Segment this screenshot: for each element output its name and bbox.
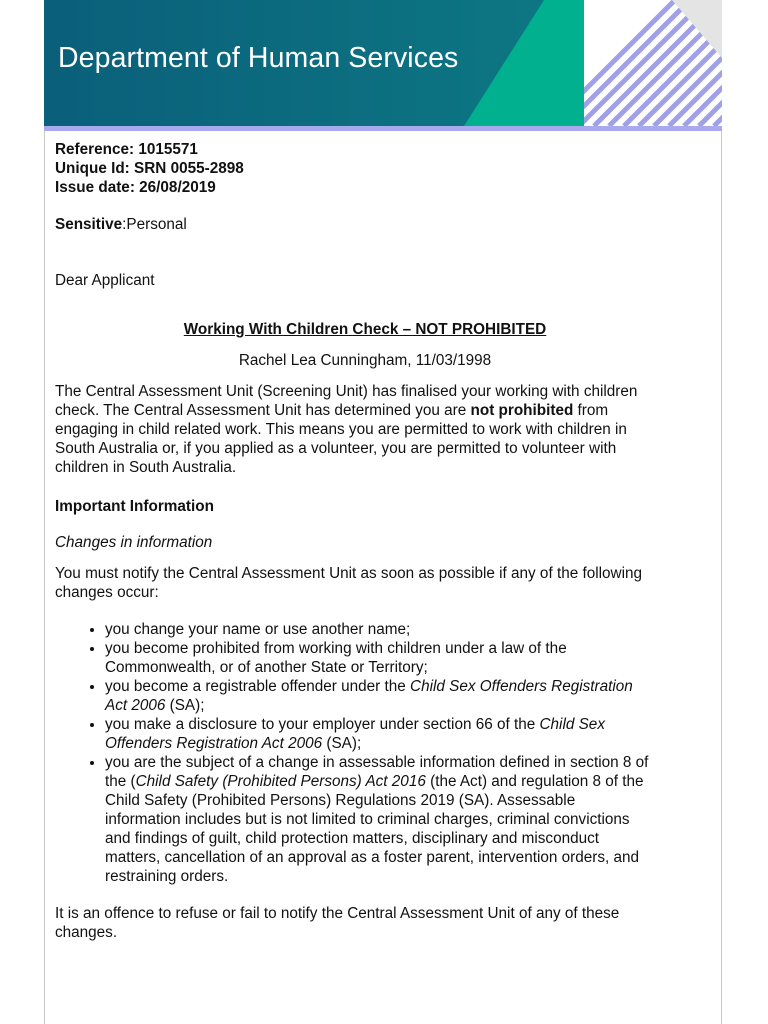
list-item-text: (SA); [322,735,362,752]
closing-paragraph: It is an offence to refuse or fail to notify the Central Assessment Unit of any of these changes. [55,905,620,941]
list-item-text: you make a disclosure to your employer under section 66 of the [105,716,540,733]
list-item [105,753,655,886]
changes-list [55,620,655,886]
letter-content [55,140,655,942]
header-banner [44,0,722,126]
intro-text-2: from engaging in child related work. This means you are permitted to work with children in South Australia or, if you applied as a volunteer, you are permitted to volunteer with children in South Australia. [55,402,627,476]
sensitive-value: :Personal [122,216,187,233]
notify-paragraph: You must notify the Central Assessment Unit as soon as possible if any of the following changes occur: [55,565,642,601]
act-title: Child Sex Offenders Registration Act 2006 [105,716,605,752]
applicant-name-dob: Rachel Lea Cunningham, 11/03/1998 [238,352,492,369]
important-information-heading: Important Information [55,498,214,515]
list-item [105,677,655,715]
list-item: • you become prohibited from working with children under a law of the Commonwealth, or of another State or Territory; [105,639,655,677]
reference-line: Reference: 1015571 [55,141,198,158]
list-item-text: you are the subject of a change in assessable information defined in section 8 of the ( [105,754,649,790]
act-title: Child Sex Offenders Registration Act 2006 [105,678,633,714]
sensitive-label: Sensitive [55,216,123,233]
list-item-text: (the Act) and regulation 8 of the Child Safety (Prohibited Persons) Regulations 2019 (SA). Assessable information includes but is not limited to criminal charges, criminal convictions and findings of guilt, child protection matters, disciplinary and misconduct matters, cancellation of an approval as a foster parent, intervention orders, and restraining orders. [105,773,644,885]
list-item [105,715,655,753]
list-item-text: you become a registrable offender under the [105,678,411,695]
act-title: Child Safety (Prohibited Persons) Act 2016 [135,773,426,790]
intro-emphasis: not prohibited [470,402,574,419]
intro-paragraph [55,382,655,477]
banner-divider [44,126,722,131]
salutation: Dear Applicant [55,272,155,289]
letter-heading: Working With Children Check – NOT PROHIBITED [183,321,547,338]
list-item: • you change your name or use another name; [105,620,655,639]
changes-subheading: Changes in information [55,534,213,551]
sensitivity-marking [55,215,655,234]
list-item-text: (SA); [165,697,205,714]
department-title: Department of Human Services [58,42,459,74]
intro-text-1: The Central Assessment Unit (Screening Unit) has finalised your working with children check. The Central Assessment Unit has determined you are [55,383,638,419]
unique-id-line: Unique Id: SRN 0055-2898 [55,160,244,177]
issue-date-line: Issue date: 26/08/2019 [55,179,216,196]
